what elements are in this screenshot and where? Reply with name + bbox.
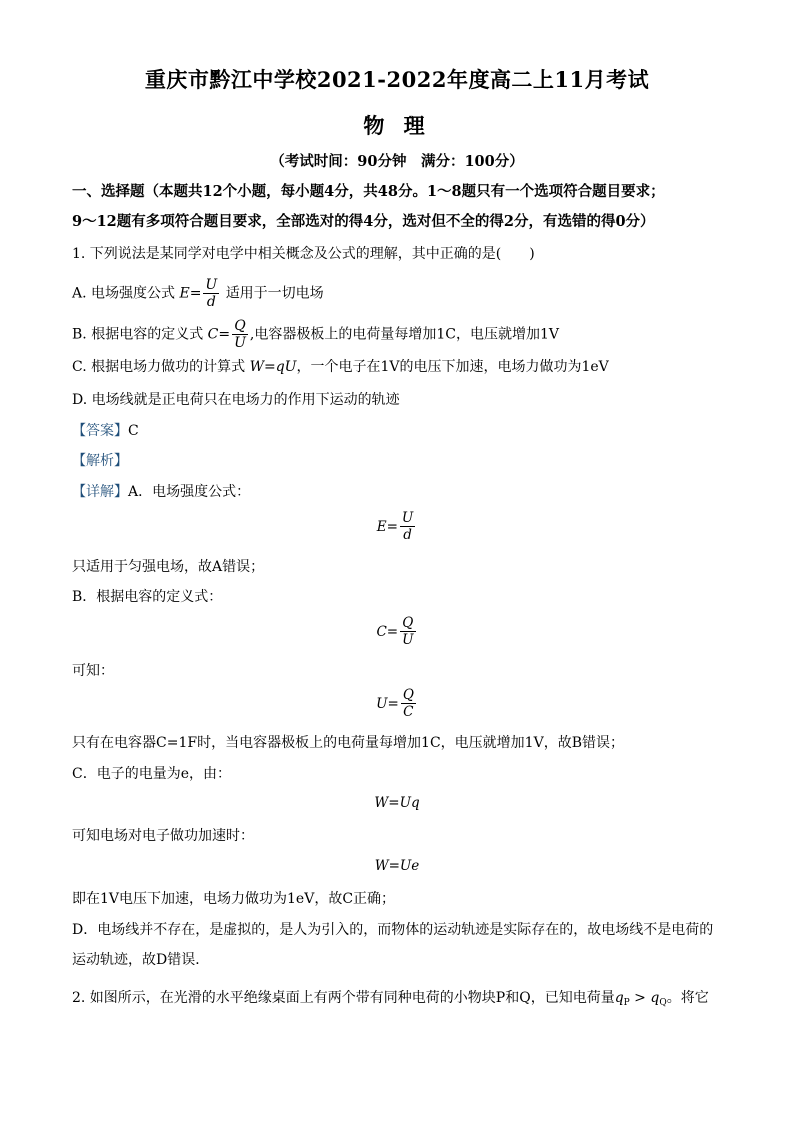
q1-answer [72, 421, 139, 441]
detail-line-a2: 只适用于匀强电场，故A错误； [72, 559, 265, 575]
q1-option-b-fraction [232, 318, 248, 351]
q1-option-b-lhs: C= [207, 326, 231, 343]
equation-lhs: C= [376, 623, 399, 640]
q1-option-c [72, 357, 609, 377]
detail-line-d1: D．电场线并不存在，是虚拟的，是人为引入的，而物体的运动轨迹是实际存在的，故电场线不是电荷的 [72, 922, 714, 938]
equation-fraction [400, 615, 415, 648]
detail-line-c3: 即在1V电压下加速，电场力做功为1eV，故C正确； [72, 891, 396, 907]
equation-fraction [401, 687, 416, 720]
q1-option-a-fraction [203, 277, 219, 310]
fraction-numerator: U [401, 510, 414, 526]
q2-charge-p: q [614, 990, 624, 1006]
equation-lhs: U= [376, 695, 399, 712]
question-1-stem: 1. 下列说法是某同学对电学中相关概念及公式的理解，其中正确的是( ) [72, 246, 535, 262]
analysis-tag: 【解析】 [72, 453, 128, 469]
equation-w-uq: W=Uq [374, 795, 420, 811]
detail-line-b3: 只有在电容器C=1F时，当电容器极板上的电荷量每增加1C，电压就增加1V，故B错误； [72, 735, 624, 751]
q2-stem-prefix: 2. 如图所示，在光滑的水平绝缘桌面上有两个带有同种电荷的小物块P和Q，已知电荷量 [72, 990, 615, 1006]
q1-option-a [72, 277, 324, 310]
fraction-numerator: Q [402, 687, 414, 703]
fraction-denominator: C [403, 704, 414, 720]
detail-tag: 【详解】 [72, 484, 128, 500]
equation-u-q-c [0, 687, 794, 720]
q1-option-a-lhs: E= [179, 285, 202, 302]
detail-line-b2: 可知： [72, 663, 114, 679]
detail-line-c1: C．电子的电量为e，由： [72, 766, 231, 782]
q2-charge-q: q [650, 990, 660, 1006]
equation-e-u-d [0, 510, 794, 543]
exam-title: 重庆市黔江中学校2021-2022年度高二上11月考试 [144, 67, 650, 92]
section-heading-line2: 9～12题有多项符合题目要求，全部选对的得4分，选对但不全的得2分，有选错的得0分） [72, 213, 655, 230]
fraction-numerator: U [205, 277, 218, 293]
fraction-denominator: d [206, 294, 216, 310]
fraction-numerator: Q [232, 318, 248, 335]
equation-lhs: E= [376, 518, 398, 535]
q2-charge-q-subscript: Q [659, 998, 667, 1008]
q1-option-b-prefix: B. 根据电容的定义式 [72, 326, 204, 343]
q1-option-c-formula: W=qU [249, 359, 297, 375]
q1-option-c-suffix: ，一个电子在1V的电压下加速，电场力做功为1eV [296, 359, 609, 375]
detail-line-b1: B．根据电容的定义式： [72, 589, 223, 605]
fraction-denominator: U [234, 335, 246, 351]
question-2-stem [72, 988, 709, 1013]
answer-value: C [128, 423, 139, 439]
q2-charge-p-subscript: P [623, 998, 630, 1008]
detail-a-text: A．电场强度公式： [128, 484, 251, 500]
answer-tag: 【答案】 [72, 423, 128, 439]
equation-w-ue: W=Ue [374, 858, 420, 874]
q1-option-a-prefix: A. 电场强度公式 [72, 285, 176, 302]
equation-c-q-u [0, 615, 794, 648]
q1-option-a-suffix: 适用于一切电场 [225, 285, 324, 302]
equation-fraction [400, 510, 415, 543]
q1-option-b [72, 318, 559, 351]
q1-option-d: D. 电场线就是正电荷只在电场力的作用下运动的轨迹 [72, 392, 400, 408]
exam-info: （考试时间：90分钟 满分：100分） [270, 153, 524, 170]
fraction-denominator: U [402, 632, 414, 648]
subject-title: 物 理 [363, 113, 431, 138]
q1-option-c-prefix: C. 根据电场力做功的计算式 [72, 359, 246, 375]
q1-option-b-suffix: ,电容器极板上的电荷量每增加1C，电压就增加1V [249, 326, 560, 343]
q2-greater-than: > [629, 990, 651, 1006]
section-heading-line1: 一、选择题（本题共12个小题，每小题4分，共48分。1～8题只有一个选项符合题目要求； [72, 183, 665, 200]
detail-line-d2: 运动轨迹，故D错误． [72, 952, 210, 968]
fraction-denominator: d [403, 527, 412, 543]
detail-line-c2: 可知电场对电子做功加速时： [72, 828, 254, 844]
fraction-numerator: Q [400, 615, 415, 632]
q2-stem-suffix: 。将它 [666, 990, 709, 1006]
detail-line-a [72, 482, 250, 502]
